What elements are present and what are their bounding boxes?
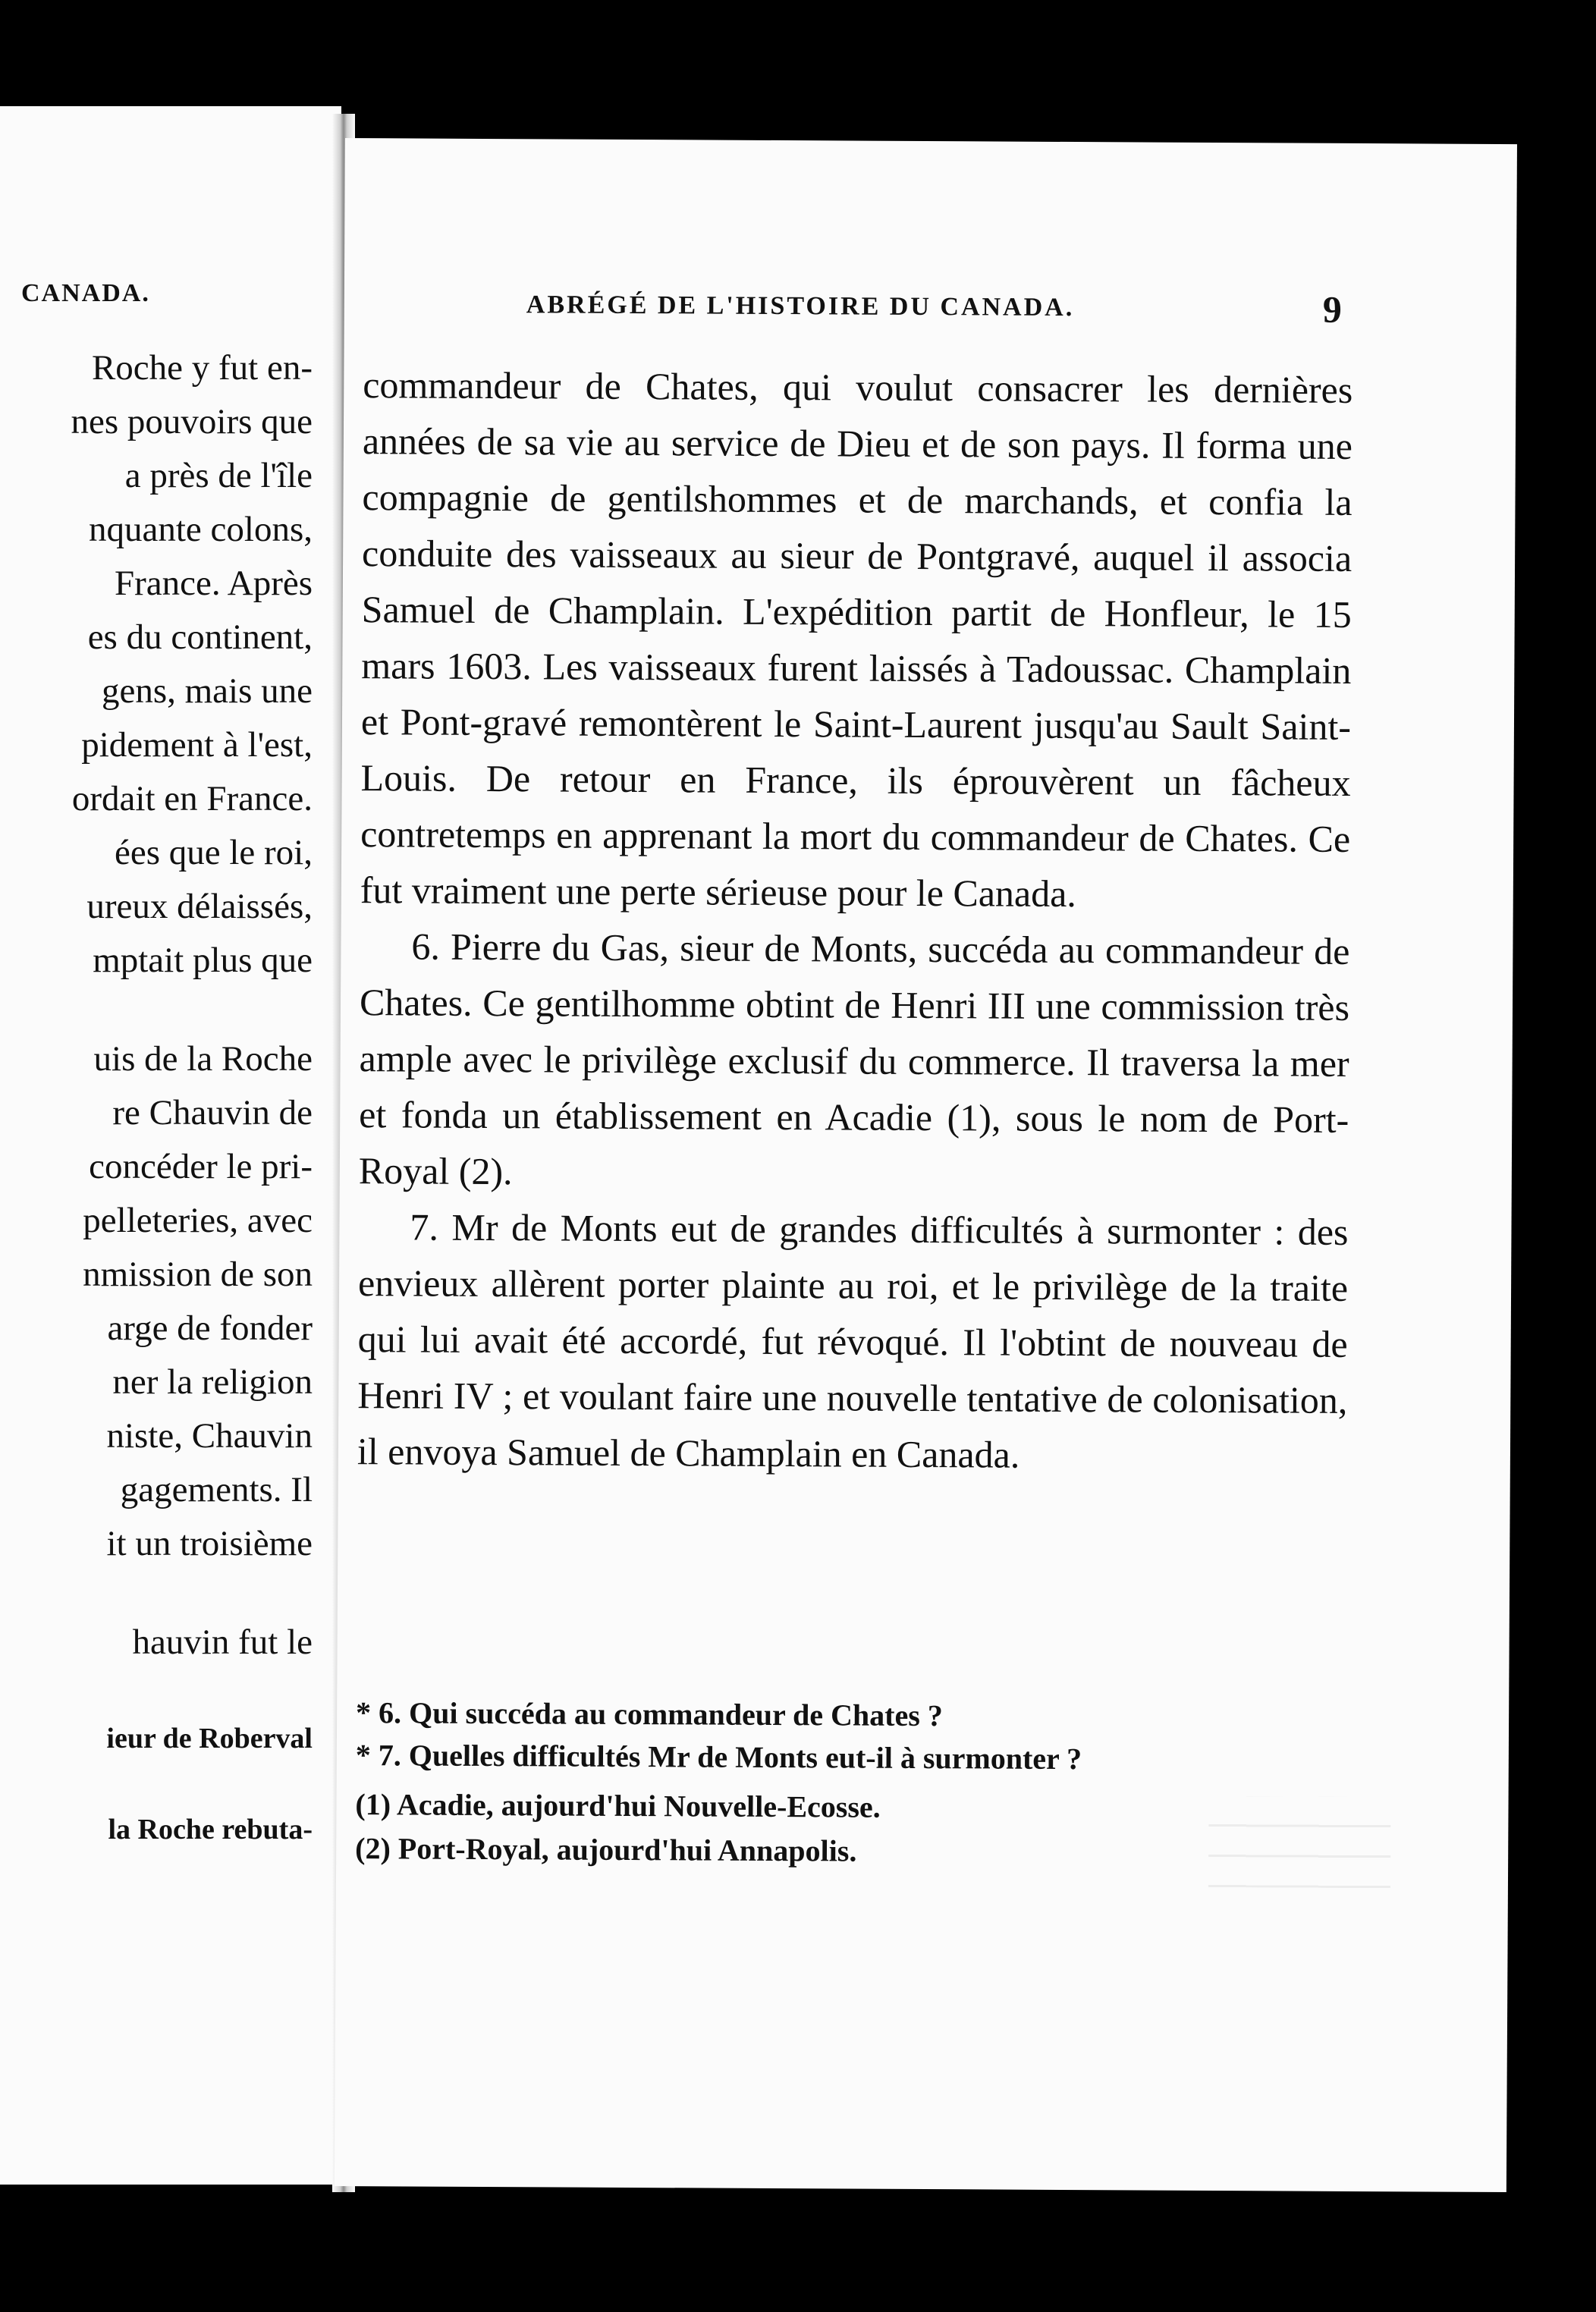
page-number: 9 <box>1322 287 1342 331</box>
footnote-1: (1) Acadie, aujourd'hui Nouvelle-Ecosse. <box>355 1787 881 1824</box>
left-text-line: es du continent, <box>87 617 313 657</box>
left-text-line: nquante colons, <box>89 510 313 549</box>
footnotes <box>355 1783 1346 1876</box>
left-text-line: arge de fonder <box>107 1308 313 1348</box>
paragraph-7: 7. Mr de Monts eut de grandes difficultés à surmonter : des envieux allèrent porter plainte au roi, et le privilège de la traite qui lui avait été accordé, fut révoqué. Il l'obtint de nouveau de Henri IV ; et voulant faire une nouvelle tentative de colonisation, il envoya Samuel de Champlain en Canada. <box>357 1205 1349 1476</box>
left-text-line: ner la religion <box>112 1362 313 1402</box>
left-text-line: ureux délaissés, <box>86 887 313 926</box>
left-text-line: concéder le pri- <box>89 1147 313 1186</box>
left-text-line: it un troisième <box>106 1524 313 1563</box>
bleed-through-texture <box>1208 1796 1391 1888</box>
left-text-line: nmission de son <box>83 1255 313 1294</box>
left-footnote-line: ieur de Roberval <box>106 1723 313 1754</box>
left-running-head: CANADA. <box>21 279 150 307</box>
left-text-line: a près de l'île <box>124 456 313 495</box>
left-text-line: gens, mais une <box>101 671 313 711</box>
question-7: * 7. Quelles difficultés Mr de Monts eut-il à surmonter ? <box>355 1738 1082 1776</box>
left-text-line: Roche y fut en- <box>91 348 313 388</box>
body-text <box>357 357 1353 1484</box>
footnote-2: (2) Port-Royal, aujourd'hui Annapolis. <box>355 1831 857 1868</box>
left-text-line: hauvin fut le <box>132 1622 313 1662</box>
study-questions <box>356 1692 1346 1782</box>
running-head: ABRÉGÉ DE L'HISTOIRE DU CANADA. <box>526 291 1075 322</box>
left-text-line: re Chauvin de <box>112 1093 313 1132</box>
left-footnote-line: la Roche rebuta- <box>108 1814 313 1846</box>
paragraph-continued: commandeur de Chates, qui voulut consacrer les dernières années de sa vie au service de Dieu et de son pays. Il forma une compagnie de gentilshommes et de marchands, et confia la conduite des vaisseaux au sieur de Pontgravé, auquel il associa Samuel de Champlain. L'expédition partit de Honfleur, le 15 mars 1603. Les vaisseaux furent laissés à Tadoussac. Champlain et Pont-gravé remontèrent le Saint-Laurent jusqu'au Sault Saint-Louis. De retour en France, ils éprouvèrent un fâcheux contretemps en apprenant la mort du commandeur de Chates. Ce fut vraiment une perte sérieuse pour le Canada. <box>360 363 1353 916</box>
question-6: * 6. Qui succéda au commandeur de Chates ? <box>356 1695 943 1733</box>
paragraph-6: 6. Pierre du Gas, sieur de Monts, succéda au commandeur de Chates. Ce gentilhomme obtint de Henri III une commission très ample avec le privilège exclusif du commerce. Il traversa la mer et fonda un établissement en Acadie (1), sous le nom de Port-Royal (2). <box>358 925 1350 1193</box>
left-text-line: France. Après <box>114 564 313 603</box>
previous-page-fragment <box>0 106 341 2185</box>
left-text-line: niste, Chauvin <box>106 1416 313 1456</box>
left-text-line: pelleteries, avec <box>83 1201 313 1240</box>
left-text-line: nes pouvoirs que <box>71 402 313 441</box>
left-text-line: pidement à l'est, <box>81 725 313 765</box>
current-page <box>335 138 1517 2192</box>
left-text-line: ées que le roi, <box>114 833 313 872</box>
left-text-line: ordait en France. <box>71 779 313 818</box>
left-text-line: gagements. Il <box>120 1470 313 1509</box>
left-text-line: mptait plus que <box>93 941 313 980</box>
left-text-line: uis de la Roche <box>93 1039 313 1079</box>
